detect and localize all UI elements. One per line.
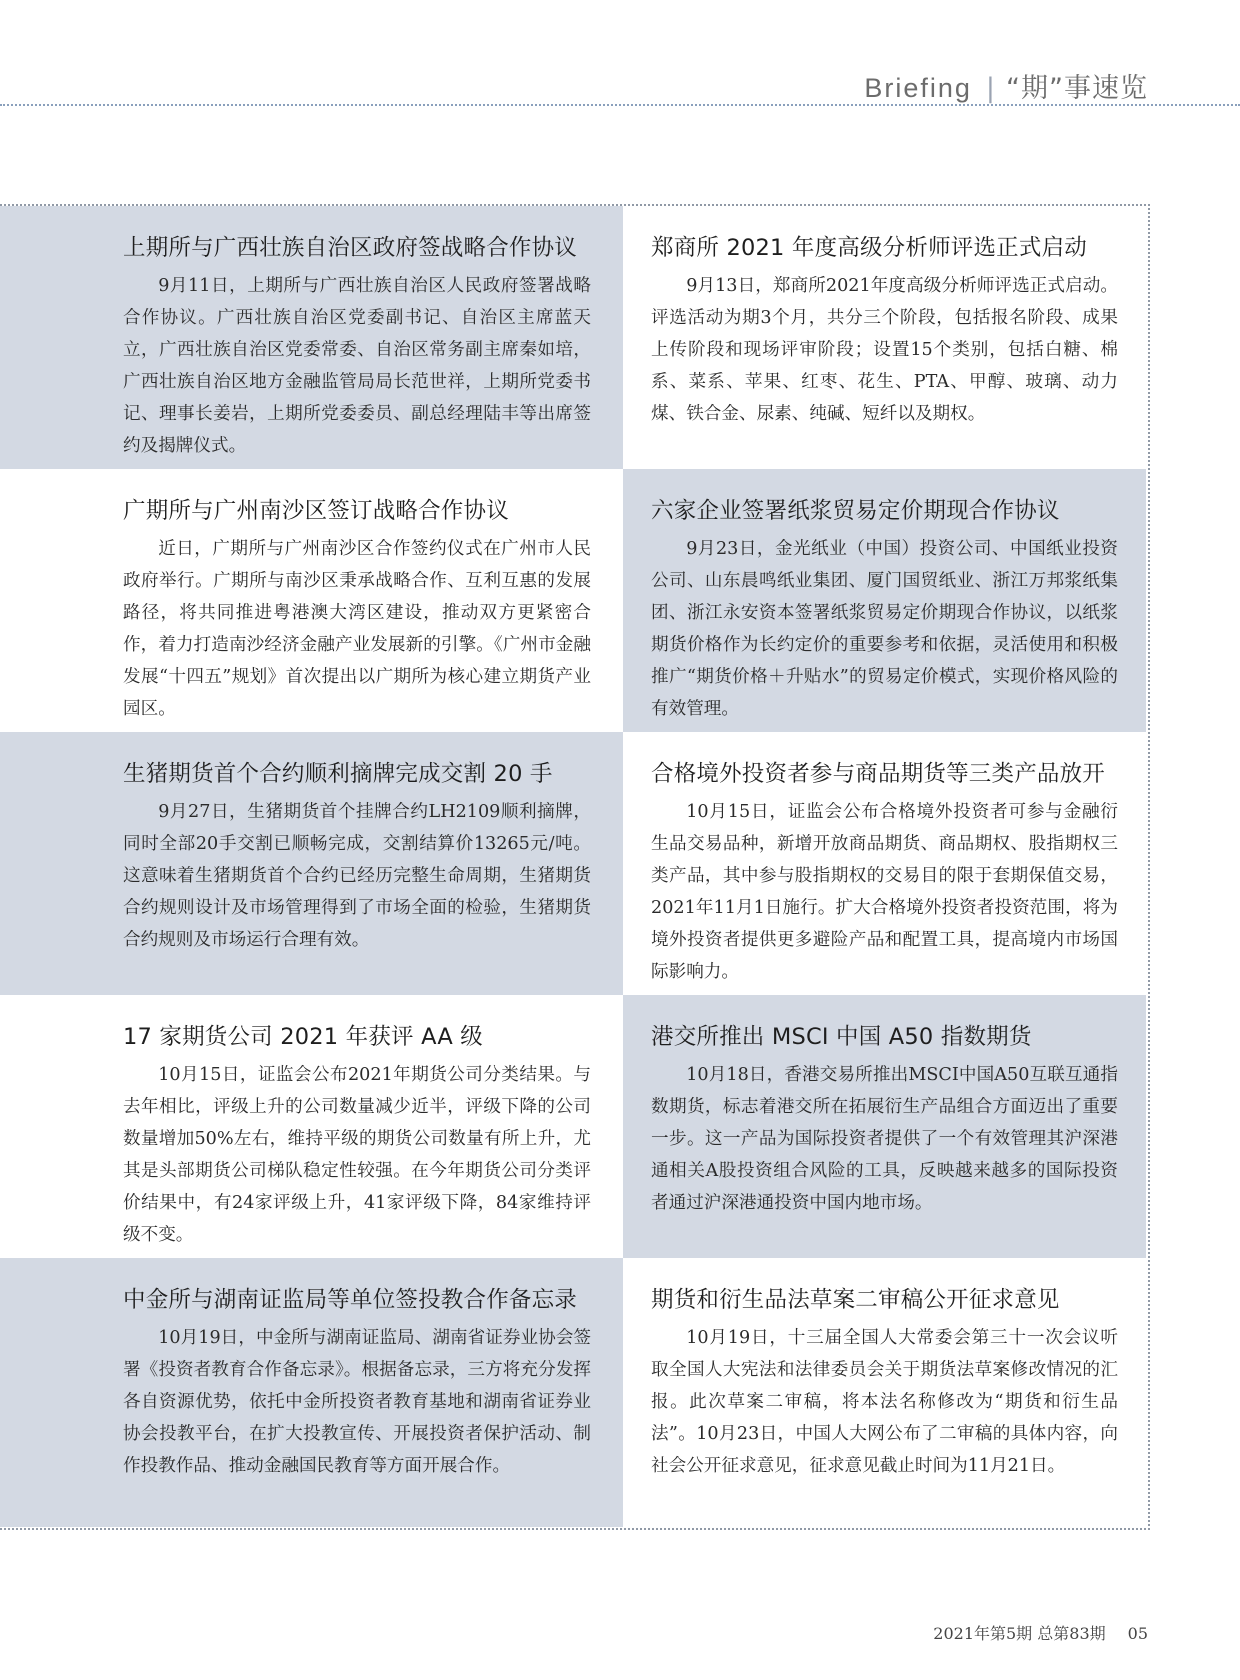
- news-body: 近日，广期所与广州南沙区合作签约仪式在广州市人民政府举行。广期所与南沙区秉承战略合作、互利互惠的发展路径，将共同推进粤港澳大湾区建设，推动双方更紧密合作，着力打造南沙经济金融产业发展新的引擎。《广州市金融发展“十四五”规划》首次提出以广期所为核心建立期货产业园区。: [123, 539, 591, 719]
- news-body: 9月23日，金光纸业（中国）投资公司、中国纸业投资公司、山东晨鸣纸业集团、厦门国贸纸业、浙江万邦浆纸集团、浙江永安资本签署纸浆贸易定价期现合作协议，以纸浆期货价格作为长约定价的重要参考和依据，灵活使用和积极推广“期货价格＋升贴水”的贸易定价模式，实现价格风险的有效管理。: [651, 539, 1118, 719]
- news-body: 10月19日，中金所与湖南证监局、湖南省证券业协会签署《投资者教育合作备忘录》。根据备忘录，三方将充分发挥各自资源优势，依托中金所投资者教育基地和湖南省证券业协会投教平台，在扩大投教宣传、开展投资者保护活动、制作投教作品、推动金融国民教育等方面开展合作。: [123, 1328, 591, 1476]
- news-title: 合格境外投资者参与商品期货等三类产品放开: [651, 761, 1106, 787]
- news-item: [0, 469, 623, 732]
- news-body: 9月27日，生猪期货首个挂牌合约LH2109顺利摘牌，同时全部20手交割已顺畅完成，交割结算价13265元/吨。这意味着生猪期货首个合约已经历完整生命周期，生猪期货合约规则设计及市场管理得到了市场全面的检验，生猪期货合约规则及市场运行合理有效。: [123, 802, 591, 950]
- news-title: 六家企业签署纸浆贸易定价期现合作协议: [651, 498, 1060, 524]
- news-item: [0, 1258, 623, 1527]
- news-grid: [0, 206, 1146, 1527]
- news-title: 郑商所 2021 年度高级分析师评选正式启动: [651, 235, 1087, 261]
- news-body: 10月15日，证监会公布2021年期货公司分类结果。与去年相比，评级上升的公司数量减少近半，评级下降的公司数量增加50%左右，维持平级的期货公司数量有所上升，尤其是头部期货公司梯队稳定性较强。在今年期货公司分类评价结果中，有24家评级上升，41家评级下降，84家维持评级不变。: [123, 1065, 591, 1245]
- news-item: [623, 206, 1146, 469]
- news-item: [623, 1258, 1146, 1527]
- news-body: 10月18日，香港交易所推出MSCI中国A50互联互通指数期货，标志着港交所在拓展衍生产品组合方面迈出了重要一步。这一产品为国际投资者提供了一个有效管理其沪深港通相关A股投资组合风险的工具，反映越来越多的国际投资者通过沪深港通投资中国内地市场。: [651, 1065, 1118, 1213]
- page-footer: [933, 1621, 1148, 1644]
- news-body: 9月13日，郑商所2021年度高级分析师评选正式启动。评选活动为期3个月，共分三个阶段，包括报名阶段、成果上传阶段和现场评审阶段；设置15个类别，包括白糖、棉系、菜系、苹果、红枣、花生、PTA、甲醇、玻璃、动力煤、铁合金、尿素、纯碱、短纤以及期权。: [651, 276, 1118, 424]
- news-title: 港交所推出 MSCI 中国 A50 指数期货: [651, 1024, 1032, 1050]
- news-item: [623, 732, 1146, 995]
- news-item: [623, 469, 1146, 732]
- header-separator: |: [985, 73, 997, 104]
- page-number: 05: [1127, 1624, 1148, 1643]
- news-title: 17 家期货公司 2021 年获评 AA 级: [123, 1024, 483, 1050]
- header-divider: [0, 104, 1240, 106]
- news-body: 9月11日，上期所与广西壮族自治区人民政府签署战略合作协议。广西壮族自治区党委副书记、自治区主席蓝天立，广西壮族自治区党委常委、自治区常务副主席秦如培，广西壮族自治区地方金融监管局局长范世祥，上期所党委书记、理事长姜岩，上期所党委委员、副总经理陆丰等出席签约及揭牌仪式。: [123, 276, 591, 456]
- news-title: 期货和衍生品法草案二审稿公开征求意见: [651, 1287, 1060, 1313]
- news-item: [0, 206, 623, 469]
- news-item: [0, 995, 623, 1258]
- section-title-cn: “期”事速览: [1006, 73, 1148, 104]
- news-body: 10月15日，证监会公布合格境外投资者可参与金融衍生品交易品种，新增开放商品期货、商品期权、股指期权三类产品，其中参与股指期权的交易目的限于套期保值交易，2021年11月1日施行。扩大合格境外投资者投资范围，将为境外投资者提供更多避险产品和配置工具，提高境内市场国际影响力。: [651, 802, 1118, 982]
- news-item: [0, 732, 623, 995]
- section-title-en: Briefing: [864, 73, 972, 103]
- issue-info: 2021年第5期 总第83期: [933, 1624, 1106, 1643]
- news-item: [623, 995, 1146, 1258]
- news-title: 上期所与广西壮族自治区政府签战略合作协议: [123, 235, 578, 261]
- news-title: 广期所与广州南沙区签订战略合作协议: [123, 498, 509, 524]
- news-body: 10月19日，十三届全国人大常委会第三十一次会议听取全国人大宪法和法律委员会关于期货法草案修改情况的汇报。此次草案二审稿，将本法名称修改为“期货和衍生品法”。10月23日，中国人大网公布了二审稿的具体内容，向社会公开征求意见，征求意见截止时间为11月21日。: [651, 1328, 1118, 1476]
- news-title: 中金所与湖南证监局等单位签投教合作备忘录: [123, 1287, 578, 1313]
- news-title: 生猪期货首个合约顺利摘牌完成交割 20 手: [123, 761, 553, 787]
- section-header: [864, 66, 1148, 105]
